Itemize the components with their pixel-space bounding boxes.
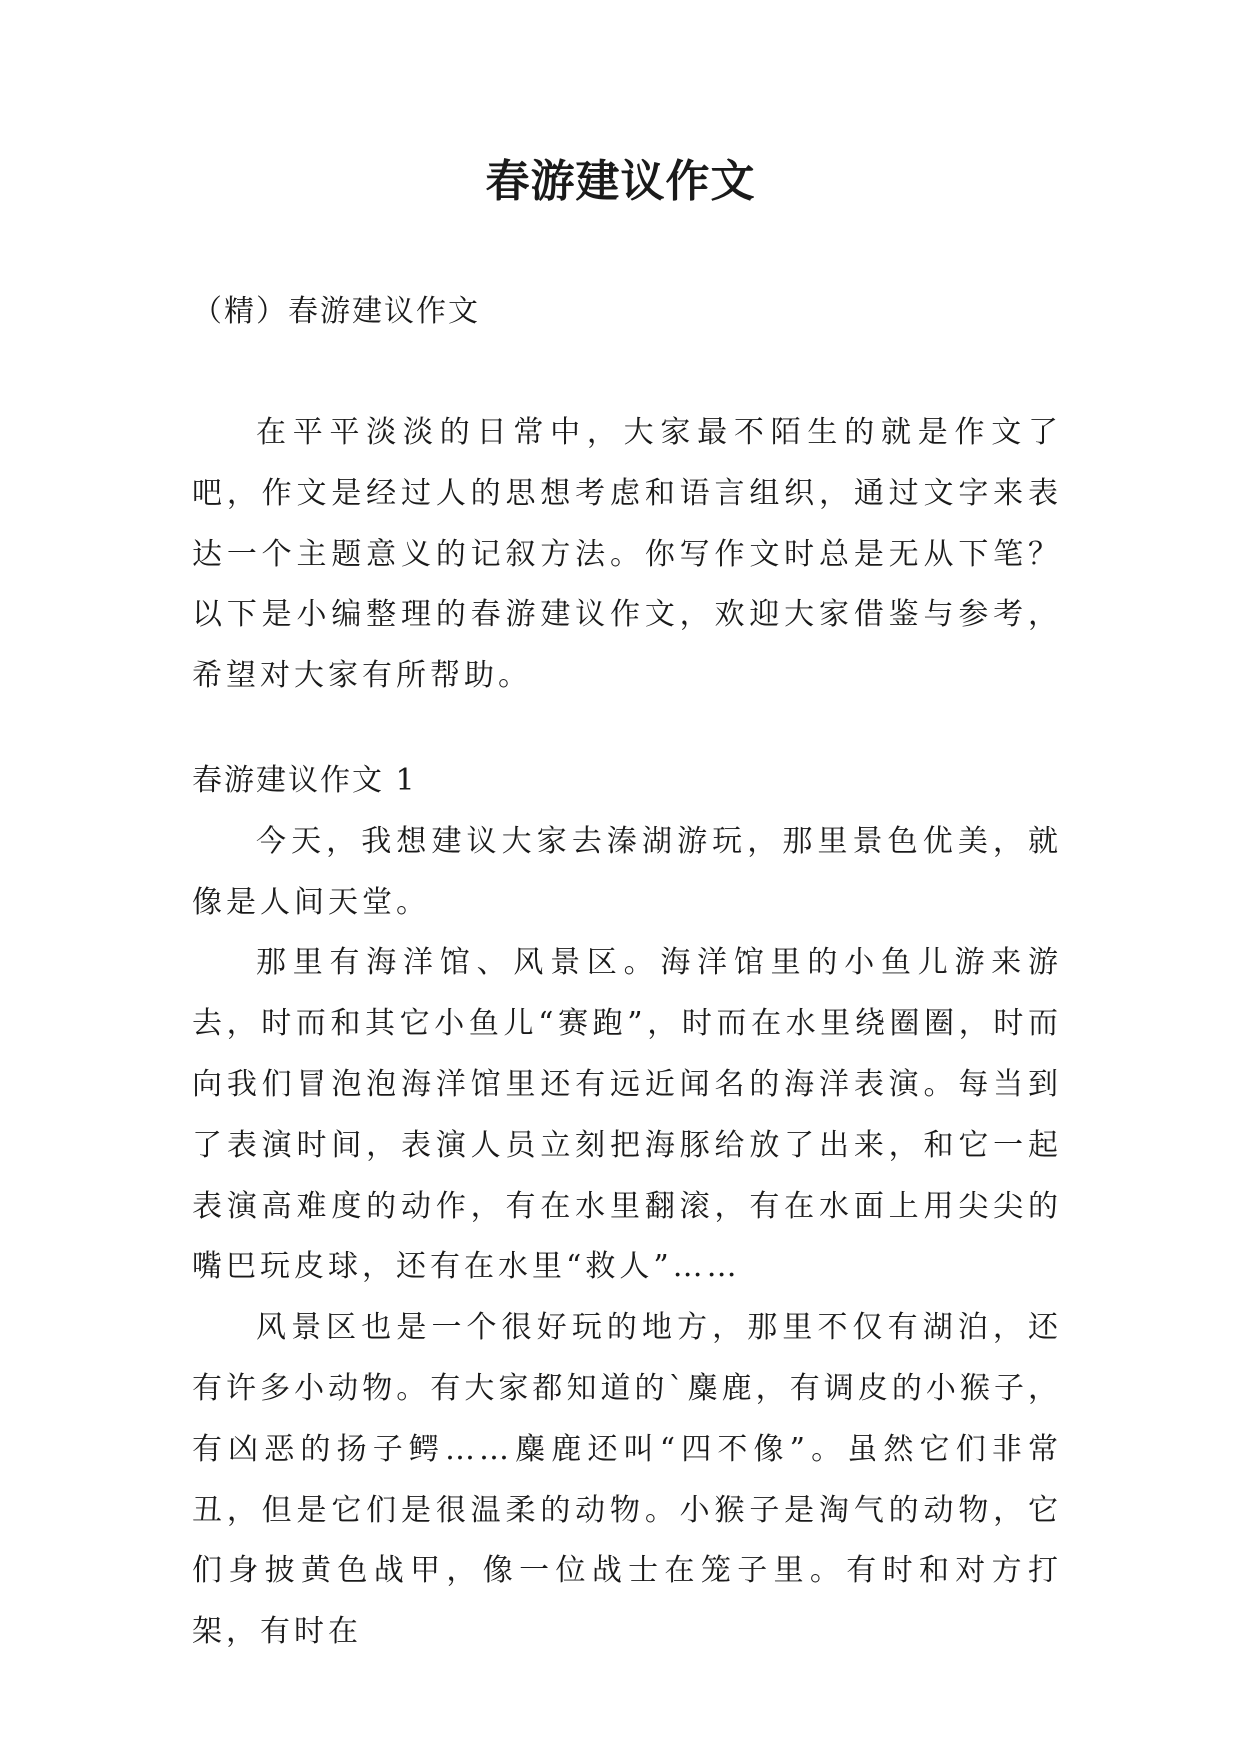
section-paragraph: 那里有海洋馆、风景区。海洋馆里的小鱼儿游来游去，时而和其它小鱼儿“赛跑”，时而在水里绕圈圈，时而向我们冒泡泡海洋馆里还有远近闻名的海洋表演。每当到了表演时间，表演人员立刻把海豚给放了出来，和它一起表演高难度的动作，有在水里翻滚，有在水面上用尖尖的嘴巴玩皮球，还有在水里“救人”…… xyxy=(192,945,1062,1285)
document-subtitle: （精）春游建议作文 xyxy=(192,294,480,329)
section-1 xyxy=(192,751,1062,1663)
section-paragraph: 今天，我想建议大家去溱湖游玩，那里景色优美，就像是人间天堂。 xyxy=(192,823,1062,920)
section-paragraph: 风景区也是一个很好玩的地方，那里不仅有湖泊，还有许多小动物。有大家都知道的`麋鹿，有调皮的小猴子，有凶恶的扬子鳄……麋鹿还叫“四不像”。虽然它们非常丑，但是它们是很温柔的动物。小猴子是淘气的动物，它们身披黄色战甲，像一位战士在笼子里。有时和对方打架，有时在 xyxy=(192,1310,1062,1650)
section-heading: 春游建议作文 1 xyxy=(192,763,417,798)
intro-paragraph: 在平平淡淡的日常中，大家最不陌生的就是作文了吧，作文是经过人的思想考虑和语言组织，通过文字来表达一个主题意义的记叙方法。你写作文时总是无从下笔？以下是小编整理的春游建议作文，欢迎大家借鉴与参考，希望对大家有所帮助。 xyxy=(192,415,1062,694)
document-title: 春游建议作文 xyxy=(485,156,756,207)
